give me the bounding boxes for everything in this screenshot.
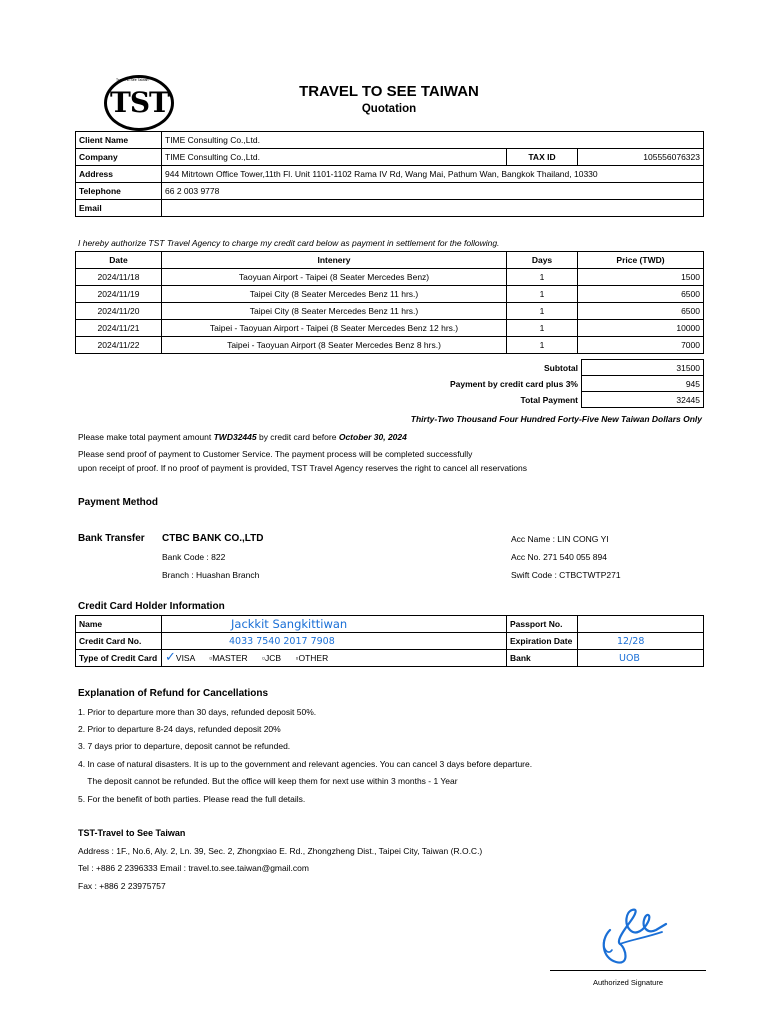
- bank-name: CTBC BANK CO.,LTD: [162, 533, 264, 544]
- row-days: 1: [507, 269, 578, 286]
- card-type-visa: VISA: [175, 653, 195, 663]
- row-desc: Taipei - Taoyuan Airport (8 Seater Mercedes Benz 8 hrs.): [162, 337, 507, 354]
- row-days: 1: [507, 320, 578, 337]
- signature-line: [550, 970, 706, 971]
- card-number-label: Credit Card No.: [76, 633, 162, 650]
- row-date: 2024/11/19: [76, 286, 162, 303]
- signature-label: Authorized Signature: [592, 978, 664, 987]
- row-desc: Taipei City (8 Seater Mercedes Benz 11 hrs.): [162, 303, 507, 320]
- subtotal-label: Subtotal: [544, 362, 578, 373]
- table-row: [76, 286, 704, 303]
- bank-cell: [578, 650, 704, 667]
- client-info-table: [75, 131, 704, 217]
- row-days: 1: [507, 303, 578, 320]
- surcharge-value: 945: [582, 376, 704, 392]
- telephone-value: 66 2 003 9778: [162, 183, 704, 200]
- bank-transfer-label: Bank Transfer: [78, 533, 145, 544]
- bank-branch: Branch : Huashan Branch: [162, 570, 260, 580]
- row-desc: Taoyuan Airport - Taipei (8 Seater Mercedes Benz): [162, 269, 507, 286]
- checkmark-icon: ✓: [165, 650, 176, 665]
- logo-text: TST: [110, 86, 169, 119]
- card-name-value: [162, 616, 507, 633]
- refund-heading: Explanation of Refund for Cancellations: [78, 688, 269, 699]
- passport-label: Passport No.: [507, 616, 578, 633]
- account-number: Acc No. 271 540 055 894: [511, 552, 607, 562]
- col-days-header: Days: [507, 252, 578, 269]
- footer-tel-email: Tel : +886 2 2396333 Email : travel.to.see.taiwan@gmail.com: [78, 863, 309, 873]
- card-holder-heading: Credit Card Holder Information: [78, 601, 225, 612]
- swift-code: Swift Code : CTBCTWTP271: [511, 570, 621, 580]
- card-holder-table: [75, 615, 704, 667]
- card-number: 4033 7540 2017 7908: [229, 635, 335, 647]
- card-type-options: [162, 650, 507, 667]
- expiration-label: Expiration Date: [507, 633, 578, 650]
- row-price: 6500: [578, 303, 704, 320]
- card-number-cell: [162, 633, 507, 650]
- payment-note-mid: by credit card before: [256, 432, 339, 442]
- footer-fax: Fax : +886 2 23975757: [78, 881, 166, 891]
- row-date: 2024/11/20: [76, 303, 162, 320]
- email-label: Email: [76, 200, 162, 217]
- refund-item: The deposit cannot be refunded. But the office will keep them for next use within 3 months - 1 Year: [78, 776, 458, 786]
- card-type-label: Type of Credit Card: [76, 650, 162, 667]
- totals-table: [314, 359, 704, 408]
- authorize-note: I hereby authorize TST Travel Agency to charge my credit card below as payment in settlement for the following.: [78, 238, 500, 248]
- company-value: TIME Consulting Co.,Ltd.: [162, 149, 507, 166]
- document-title: TRAVEL TO SEE TAIWAN: [299, 83, 479, 100]
- client-name-value: TIME Consulting Co.,Ltd.: [162, 132, 704, 149]
- table-row: [76, 337, 704, 354]
- checkbox-icon: ▫: [209, 653, 213, 663]
- card-holder-name: Jackkit Sangkittiwan: [231, 617, 348, 631]
- company-label: Company: [76, 149, 162, 166]
- row-price: 1500: [578, 269, 704, 286]
- total-value: 32445: [582, 392, 704, 408]
- refund-item: 3. 7 days prior to departure, deposit cannot be refunded.: [78, 741, 291, 751]
- refund-item: 4. In case of natural disasters. It is up to the government and relevant agencies. You can cancel 3 days before departure.: [78, 759, 533, 769]
- tax-id-value: 105556076323: [578, 149, 704, 166]
- payment-note-pre: Please make total payment amount: [78, 432, 214, 442]
- checkbox-icon: ▫: [262, 653, 266, 663]
- subtotal-value: 31500: [582, 360, 704, 376]
- row-desc: Taipei - Taoyuan Airport - Taipei (8 Seater Mercedes Benz 12 hrs.): [162, 320, 507, 337]
- expiration-value: 12/28: [617, 635, 645, 647]
- refund-item: 2. Prior to departure 8-24 days, refunded deposit 20%: [78, 724, 281, 734]
- address-value: 944 Mitrtown Office Tower,11th Fl. Unit 1101-1102 Rama IV Rd, Wang Mai, Pathum Wan, Bangkok Thailand, 10330: [162, 166, 704, 183]
- client-name-label: Client Name: [76, 132, 162, 149]
- payment-note-line3: upon receipt of proof. If no proof of payment is provided, TST Travel Agency reserves the right to cancel all reservations: [78, 463, 528, 473]
- itinerary-table: [75, 251, 704, 354]
- card-type-master: MASTER: [212, 653, 248, 663]
- row-desc: Taipei City (8 Seater Mercedes Benz 11 hrs.): [162, 286, 507, 303]
- payment-amount: TWD32445: [213, 432, 257, 442]
- card-type-other: OTHER: [298, 653, 329, 663]
- col-price-header: Price (TWD): [578, 252, 704, 269]
- row-date: 2024/11/21: [76, 320, 162, 337]
- passport-value: [578, 616, 704, 633]
- card-name-label: Name: [76, 616, 162, 633]
- row-date: 2024/11/18: [76, 269, 162, 286]
- row-days: 1: [507, 286, 578, 303]
- row-price: 10000: [578, 320, 704, 337]
- tax-id-label: TAX ID: [507, 149, 578, 166]
- row-price: 6500: [578, 286, 704, 303]
- refund-item: 1. Prior to departure more than 30 days, refunded deposit 50%.: [78, 707, 317, 717]
- address-label: Address: [76, 166, 162, 183]
- payment-deadline: October 30, 2024: [338, 432, 407, 442]
- document-subtitle: Quotation: [361, 103, 417, 115]
- account-name: Acc Name : LIN CONG YI: [511, 534, 609, 544]
- checkbox-icon: ▫: [295, 653, 299, 663]
- expiration-cell: [578, 633, 704, 650]
- row-days: 1: [507, 337, 578, 354]
- col-date-header: Date: [76, 252, 162, 269]
- payment-method-heading: Payment Method: [78, 497, 159, 508]
- payment-note-line2: Please send proof of payment to Customer Service. The payment process will be completed successfully: [78, 449, 473, 459]
- bank-value: UOB: [619, 652, 640, 664]
- bank-label: Bank: [507, 650, 578, 667]
- handwritten-signature: [590, 900, 680, 972]
- footer-company: TST-Travel to See Taiwan: [78, 828, 186, 838]
- logo-small-text: Travel to See Taiwan: [116, 78, 149, 82]
- card-type-jcb: JCB: [265, 653, 282, 663]
- surcharge-label: Payment by credit card plus 3%: [449, 378, 578, 389]
- total-label: Total Payment: [520, 394, 578, 405]
- amount-in-words: Thirty-Two Thousand Four Hundred Forty-Five New Taiwan Dollars Only: [410, 414, 702, 424]
- table-row: [76, 320, 704, 337]
- bank-code: Bank Code : 822: [162, 552, 226, 562]
- table-row: [76, 269, 704, 286]
- col-itinerary-header: Intenery: [162, 252, 507, 269]
- footer-address: Address : 1F., No.6, Aly. 2, Ln. 39, Sec. 2, Zhongxiao E. Rd., Zhongzheng Dist., Taipei City, Taiwan (R.O.C.): [78, 846, 483, 856]
- table-row: [76, 303, 704, 320]
- row-date: 2024/11/22: [76, 337, 162, 354]
- telephone-label: Telephone: [76, 183, 162, 200]
- email-value: [162, 200, 704, 217]
- payment-instruction: [78, 432, 407, 442]
- row-price: 7000: [578, 337, 704, 354]
- refund-item: 5. For the benefit of both parties. Please read the full details.: [78, 794, 306, 804]
